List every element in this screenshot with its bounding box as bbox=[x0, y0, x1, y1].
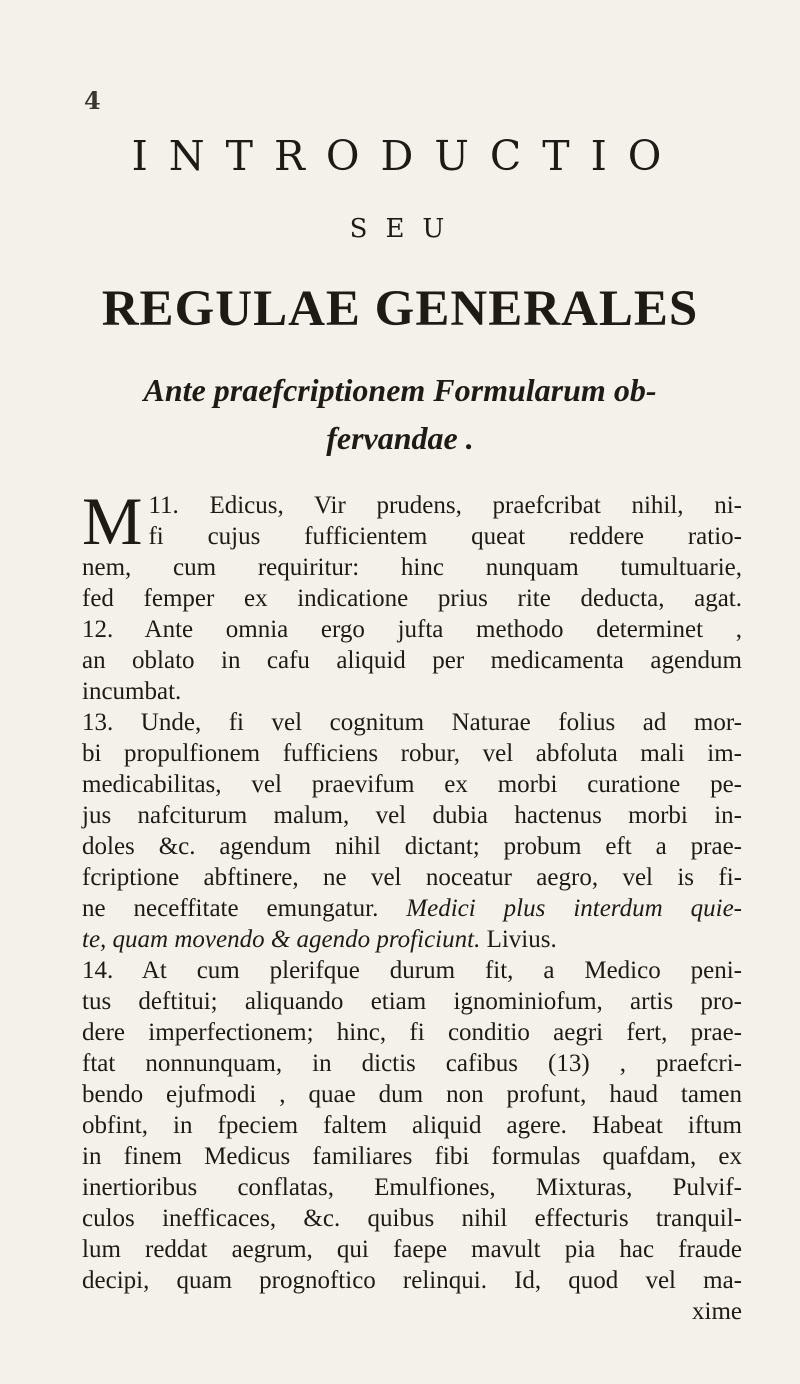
text-line: culos inefficaces, &c. quibus nihil effecturis tranquil- bbox=[82, 1205, 742, 1232]
text-line: medicabilitas, vel praevifum ex morbi curatione pe- bbox=[82, 771, 742, 798]
section-heading: REGULAE GENERALES bbox=[101, 281, 699, 337]
page-number: 4 bbox=[84, 86, 101, 115]
text-line-content: Edicus, Vir prudens, praefcribat nihil, ni- bbox=[209, 492, 742, 519]
italic-quote: te, quam movendo & agendo proficiunt. bbox=[82, 926, 481, 953]
text-line: 12. Ante omnia ergo jufta methodo determinet , bbox=[82, 616, 742, 643]
caption bbox=[0, 366, 800, 462]
text-line: nem, cum requiritur: hinc nunquam tumultuarie, bbox=[82, 554, 742, 581]
text-line bbox=[82, 924, 742, 955]
text-line: decipi, quam prognoftico relinqui. Id, quod vel ma- bbox=[82, 1267, 742, 1294]
drop-cap: M bbox=[82, 483, 143, 559]
text-line: in finem Medicus familiares fibi formulas quafdam, ex bbox=[82, 1143, 742, 1170]
page-title: INTRODUCTIO bbox=[131, 132, 683, 180]
text-line: lum reddat aegrum, qui faepe mavult pia hac fraude bbox=[82, 1236, 742, 1263]
text-line: fi cujus fufficientem queat reddere ratio- bbox=[148, 523, 742, 550]
text-line: tus deftitui; aliquando etiam ignominiofum, artis pro- bbox=[82, 988, 742, 1015]
body-text bbox=[82, 483, 742, 1327]
text-line: doles &c. agendum nihil dictant; probum eft a prae- bbox=[82, 833, 742, 860]
text-line: fcriptione abftinere, ne vel noceatur aegro, vel is fi- bbox=[82, 864, 742, 891]
text-line: jus nafciturum malum, vel dubia hactenus morbi in- bbox=[82, 802, 742, 829]
catchword: xime bbox=[692, 1298, 742, 1325]
caption-line: Ante praefcriptionem Formularum ob- bbox=[143, 372, 657, 408]
text-line: dere imperfectionem; hinc, fi conditio aegri fert, prae- bbox=[82, 1019, 742, 1046]
text-line-content: Livius. bbox=[480, 926, 557, 953]
text-line: obfint, in fpeciem faltem aliquid agere. Habeat iftum bbox=[82, 1112, 742, 1139]
text-line: ftat nonnunquam, in dictis cafibus (13) , praefcri- bbox=[82, 1050, 742, 1077]
text-line: 13. Unde, fi vel cognitum Naturae folius ad mor- bbox=[82, 709, 742, 736]
text-line: 14. At cum plerifque durum fit, a Medico peni- bbox=[82, 957, 742, 984]
caption-line: fervandae . bbox=[326, 420, 474, 456]
text-line: an oblato in cafu aliquid per medicamenta agendum bbox=[82, 647, 742, 674]
text-line bbox=[82, 893, 742, 924]
text-line: incumbat. bbox=[82, 678, 182, 705]
text-line-content: ne neceffitate emungatur. bbox=[82, 895, 407, 922]
italic-quote: Medici plus interdum quie- bbox=[406, 895, 742, 922]
text-line: inertioribus conflatas, Emulfiones, Mixturas, Pulvif- bbox=[82, 1174, 742, 1201]
subtitle: SEU bbox=[349, 214, 463, 244]
paragraph-number: 11. bbox=[148, 492, 179, 519]
text-line: fed femper ex indicatione prius rite deducta, agat. bbox=[82, 585, 742, 612]
text-line: bi propulfionem fufficiens robur, vel abfoluta mali im- bbox=[82, 740, 742, 767]
text-line: bendo ejufmodi , quae dum non profunt, haud tamen bbox=[82, 1081, 742, 1108]
